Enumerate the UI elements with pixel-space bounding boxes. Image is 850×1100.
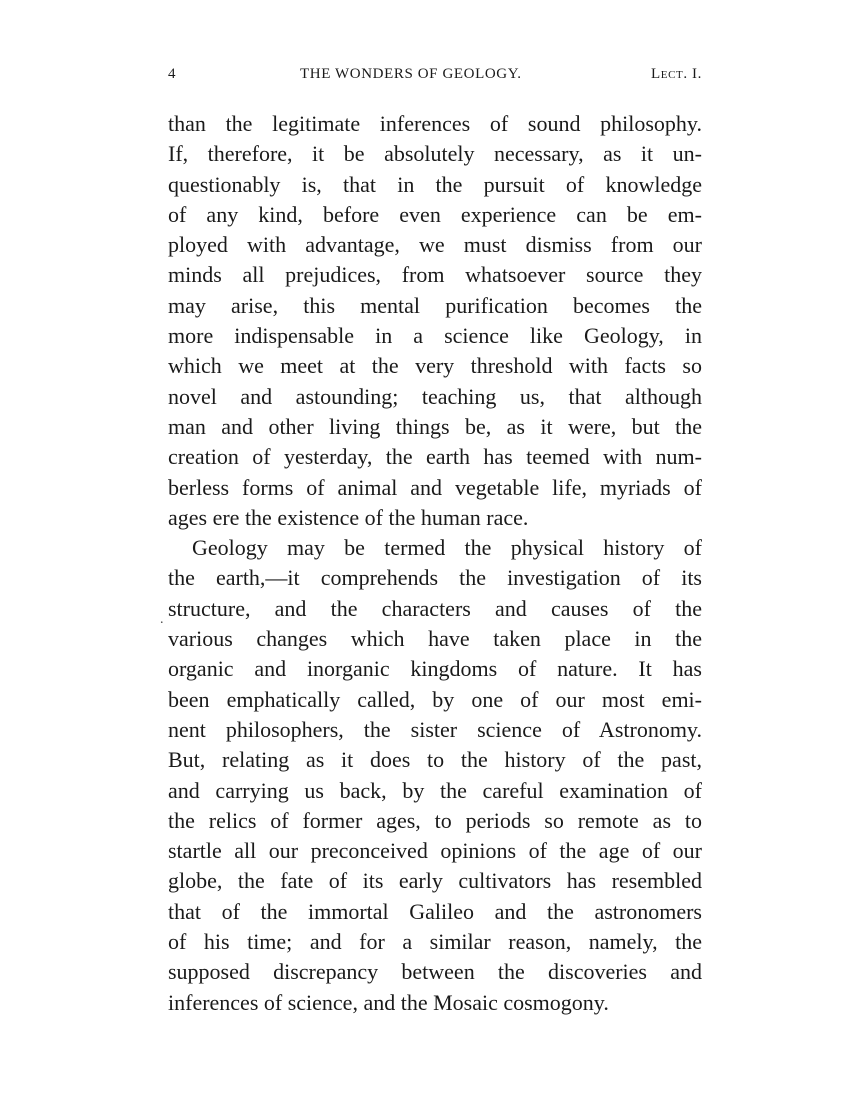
text-line: the relics of former ages, to periods so remote as to [168, 807, 702, 833]
text-line: of any kind, before even experience can be em- [168, 201, 702, 227]
text-line: novel and astounding; teaching us, that although [168, 383, 702, 409]
margin-speck: . [160, 612, 164, 627]
text-line: ages ere the existence of the human race. [168, 504, 529, 530]
book-page [168, 66, 702, 1018]
text-line: supposed discrepancy between the discoveries and [168, 959, 702, 985]
text-line: nent philosophers, the sister science of Astronomy. [168, 716, 702, 742]
text-line: ployed with advantage, we must dismiss from our [168, 232, 702, 258]
text-line: creation of yesterday, the earth has teemed with num- [168, 444, 702, 470]
text-line: the earth,—it comprehends the investigation of its [168, 565, 702, 591]
text-line: may arise, this mental purification becomes the [168, 292, 702, 318]
text-line: If, therefore, it be absolutely necessary, as it un- [168, 141, 702, 167]
running-title: THE WONDERS OF GEOLOGY. [300, 66, 522, 82]
text-line: which we meet at the very threshold with facts so [168, 353, 702, 379]
text-line: But, relating as it does to the history of the past, [168, 747, 702, 773]
paragraph-1 [168, 109, 702, 533]
text-line: startle all our preconceived opinions of the age of our [168, 838, 702, 864]
text-line: more indispensable in a science like Geology, in [168, 323, 702, 349]
paragraph-2 [168, 533, 702, 1018]
text-line: of his time; and for a similar reason, namely, the [168, 929, 702, 955]
text-line: berless forms of animal and vegetable life, myriads of [168, 474, 702, 500]
text-line: various changes which have taken place in the [168, 626, 702, 652]
text-line: organic and inorganic kingdoms of nature. It has [168, 656, 702, 682]
text-line: Geology may be termed the physical history of [192, 535, 702, 561]
page-number: 4 [168, 66, 177, 82]
body-text [168, 109, 702, 1018]
text-line: and carrying us back, by the careful examination of [168, 777, 702, 803]
text-line: than the legitimate inferences of sound philosophy. [168, 111, 702, 136]
text-line: man and other living things be, as it were, but the [168, 413, 702, 439]
text-line: globe, the fate of its early cultivators has resembled [168, 868, 702, 894]
text-line: structure, and the characters and causes of the [168, 595, 702, 621]
text-line: questionably is, that in the pursuit of knowledge [168, 171, 702, 197]
lecture-label: Lect. I. [651, 66, 702, 82]
text-line: that of the immortal Galileo and the astronomers [168, 898, 702, 924]
text-line: been emphatically called, by one of our most emi- [168, 686, 702, 712]
running-head [168, 66, 702, 88]
text-line: minds all prejudices, from whatsoever source they [168, 262, 702, 288]
text-line: inferences of science, and the Mosaic cosmogony. [168, 989, 609, 1015]
